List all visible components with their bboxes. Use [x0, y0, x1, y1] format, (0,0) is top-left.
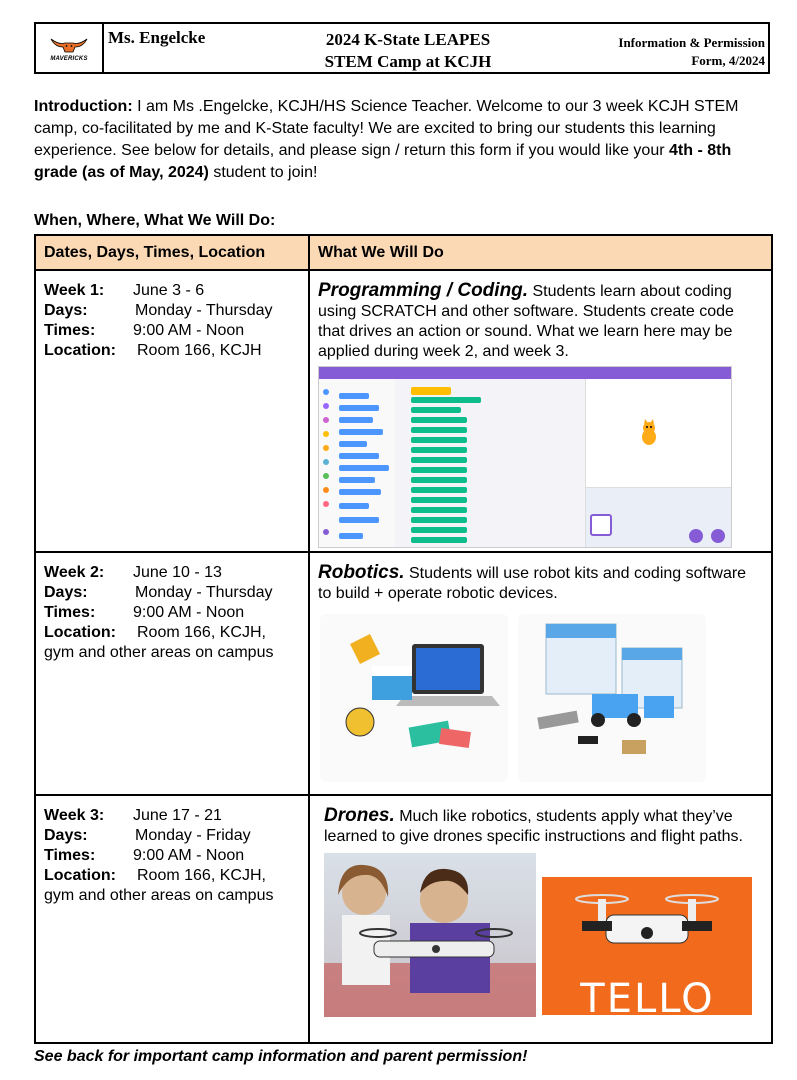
scratch-cat-icon — [634, 419, 664, 449]
tello-logo-text: TELLO — [580, 976, 715, 1015]
form-header — [34, 22, 770, 74]
week-1-location: Location: Room 166, KCJH — [44, 342, 262, 359]
week-1-days: Days: Monday - Thursday — [44, 302, 273, 319]
week-3-times: Times: 9:00 AM - Noon — [44, 847, 245, 864]
table-row-week-2 — [35, 552, 772, 795]
week-3-dates: Week 3: June 17 - 21 — [44, 807, 222, 824]
week-1-times: Times: 9:00 AM - Noon — [44, 322, 245, 339]
robot-kit-image-1 — [320, 614, 508, 782]
form-label — [528, 24, 768, 72]
week-2-heading: Robotics. — [318, 562, 405, 583]
week-3-description: Drones. Much like robotics, students apply what they’ve learned to give drones specific instructions and flight paths. — [324, 805, 743, 845]
week-3-location: Location: Room 166, KCJH, — [44, 867, 266, 884]
week-2-days: Days: Monday - Thursday — [44, 584, 273, 601]
column-header-activities: What We Will Do — [309, 235, 772, 270]
week-2-times: Times: 9:00 AM - Noon — [44, 604, 245, 621]
teacher-name: Ms. Engelcke — [108, 28, 206, 47]
logo-text: MAVERICKS — [50, 55, 88, 62]
week-1-dates: Week 1: June 3 - 6 — [44, 282, 205, 299]
scratch-block-palette — [333, 379, 396, 547]
scratch-screenshot — [318, 366, 732, 548]
week-2-activity — [309, 552, 772, 795]
week-1-activity — [309, 270, 772, 552]
robot-kit-image-2 — [518, 614, 706, 782]
week-2-dates: Week 2: June 10 - 13 — [44, 564, 222, 581]
schedule-table — [34, 234, 773, 1044]
table-row-week-3 — [35, 795, 772, 1043]
scratch-code-area — [395, 379, 585, 547]
week-3-days: Days: Monday - Friday — [44, 827, 251, 844]
form-label-line-2: Form, 4/2024 — [691, 53, 765, 68]
scratch-stage — [585, 379, 731, 487]
table-row-week-1 — [35, 270, 772, 552]
schedule-heading: When, Where, What We Will Do: — [34, 212, 276, 229]
table-header-row — [35, 235, 772, 270]
scratch-menubar — [319, 367, 731, 379]
longhorn-icon — [49, 35, 89, 55]
title-line-1: 2024 K-State LEAPES — [325, 30, 491, 49]
week-1-description: Programming / Coding. Students learn about coding using SCRATCH and other software. Students create code that drives an action or sound. What we learn here may be applied during week 2, and week 3. — [318, 280, 734, 360]
scratch-categories — [319, 379, 334, 547]
drone-students-photo — [324, 853, 536, 1017]
week-1-details — [35, 270, 309, 552]
week-3-heading: Drones. — [324, 805, 395, 826]
title-line-2: STEM Camp at KCJH — [324, 52, 492, 71]
intro-text-2: student to join! — [208, 164, 318, 181]
mbot-kit-icon — [518, 614, 706, 782]
form-title — [288, 24, 528, 72]
scratch-sprite-pane — [585, 487, 731, 547]
mavericks-logo — [36, 24, 104, 72]
week-3-details — [35, 795, 309, 1043]
week-2-details — [35, 552, 309, 795]
form-label-line-1: Information & Permission — [618, 35, 765, 50]
tello-drone-image — [542, 877, 752, 1015]
column-header-dates: Dates, Days, Times, Location — [35, 235, 309, 270]
week-3-location-extra: gym and other areas on campus — [44, 887, 274, 904]
footer-note: See back for important camp information and parent permission! — [34, 1048, 528, 1065]
week-1-heading: Programming / Coding. — [318, 280, 529, 301]
intro-text-1: I am Ms .Engelcke, KCJH/HS Science Teacher. Welcome to our 3 week KCJH STEM camp, co-facilitated by me and K-State faculty! We are excited to bring our students this learning experience. See below for details, and please sign / return this form if you would like your — [34, 98, 739, 159]
week-2-location-extra: gym and other areas on campus — [44, 644, 274, 661]
students-drone-illustration — [324, 853, 536, 1017]
week-3-activity — [309, 795, 772, 1043]
introduction-paragraph — [34, 96, 774, 184]
week-2-location: Location: Room 166, KCJH, — [44, 624, 266, 641]
robot-kit-laptop-icon — [320, 614, 508, 782]
week-2-description: Robotics. Students will use robot kits and coding software to build + operate robotic devices. — [318, 562, 747, 602]
intro-grade-range: 4th - 8th grade (as of May, 2024) — [34, 142, 732, 181]
intro-label: Introduction: — [34, 98, 133, 115]
